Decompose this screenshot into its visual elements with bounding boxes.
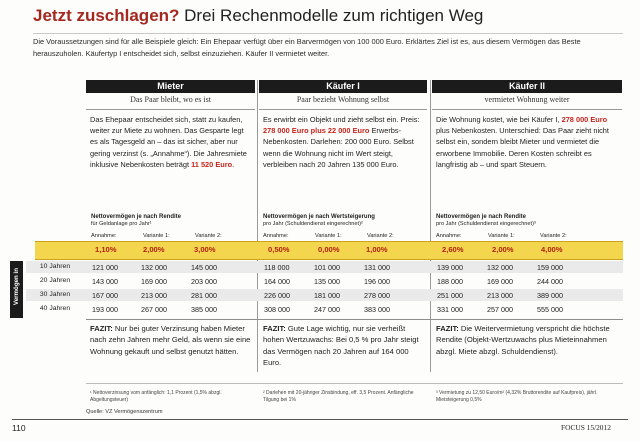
page-number: 110 bbox=[12, 423, 26, 433]
table-cell: 226 000 bbox=[264, 291, 290, 300]
table-cell: 383 000 bbox=[364, 305, 390, 314]
table-cell: 101 000 bbox=[314, 263, 340, 272]
source-note: Quelle: VZ Vermögenszentrum bbox=[86, 409, 163, 415]
footnote-rule bbox=[86, 383, 623, 384]
column-description: Es erwirbt ein Objekt und zieht selbst ein. Preis: 278 000 Euro plus 22 000 Euro Erwerbs-Nebenkosten. Darlehen: 200 000 Euro. Selbst wenn die Wohnung nicht im Wert steigt, verbleiben nach 20 Jahren 135 000 Euro. bbox=[263, 115, 420, 169]
table-cell: 181 000 bbox=[314, 291, 340, 300]
table-cell: 167 000 bbox=[92, 291, 118, 300]
column-subtitle: Paar bezieht Wohnung selbst bbox=[259, 93, 427, 110]
column-divider bbox=[257, 80, 258, 372]
page-bottom-rule bbox=[12, 419, 628, 420]
table-cell: 247 000 bbox=[314, 305, 340, 314]
table-cell: 196 000 bbox=[364, 277, 390, 286]
table-cell: 267 000 bbox=[141, 305, 167, 314]
column-subtitle: vermietet Wohnung weiter bbox=[432, 93, 622, 110]
magazine-page: Jetzt zuschlagen? Drei Rechenmodelle zum richtigen Weg Die Voraussetzungen sind für alle Beispiele gleich: Ein Ehepaar verfügt über ein Barvermögen von 100 000 Euro. Erklärtes Ziel ist es, aus diesem Vermögen das Beste herauszuholen. Käufertyp I entscheidet sich, selbst einzuziehen. Käufer II vermietet weiter. Mieter Das Paar bleibt, wo es ist Das Ehepaar entscheidet sich, statt zu kaufen, weiter zur Miete zu wohnen. Das Gesparte legt es als Tagesgeld an – das ist sicher, aber nur gering verzinst (s. „Annahme“). Die Jahresmiete inklusive Nebenkosten beträgt 11 520 Euro. Käufer I Paar bezieht Wohnung selbst Es erwirbt ein Objekt und zieht selbst ein. Preis: 278 000 Euro plus 22 000 Euro Erwerbs-Nebenkosten. Darlehen: 200 000 Euro. Selbst wenn die Wohnung nicht im Wert steigt, verbleiben nach 20 Jahren 135 000 Euro. Käufer II vermietet Wohnung weiter Die Wohnung kostet, wie bei Käufer I, 278 000 Euro plus Nebenkosten. Unterschied: Das Paar zieht nicht selbst ein, sondern bleibt Mieter und vermietet die erworbene Immobilie. Deren Kosten schreibt es langfristig ab – und spart Steuern. Nettovermögen je nach Rendite für Geldanlage pro Jahr¹ Nettovermögen je nach Wertsteigerung pro Jahr (Schuldendienst eingerechnet)² Nettovermögen je nach Rendite pro Jahr (Schuldendienst eingerechnet)³ Annahme: Variante 1: Variante 2: Annahme: Variante 1: Variante 2: Annahme: Variante 1: Variante 2: 1,10% 2,00% 3,00% 0,50% 0,00% 1,00% 2,60% 2,00% 4,00% Vermögen in 10 Jahren 20 Jahren 30 Jahren 40 Jahren 121 000 132 000 145 000 143 000 169 000 203 000 167 000 213 000 281 000 193 000 267 000 385 000 118 000 101 000 131 000 164 000 135 000 196 000 226 000 181 000 278 000 308 000 247 000 383 000 139 000 132 000 159 000 188 000 169 000 244 000 251 000 213 000 389 000 331 000 257 000 555 000 FAZIT: Nur bei guter Verzinsung haben Mieter nach zehn Jahren mehr Geld, als wenn sie eine Wohnung gekauft und selbst genutzt hätten. FAZIT: Gute Lage wichtig, nur sie verheißt hohen Wertzuwachs: Bei 0,5 % pro Jahr steigt das Vermögen nach 20 Jahren auf 164 000 Euro. FAZIT: Die Weitervermietung verspricht die höchste Rendite (Objekt-Wertzuwachs plus Mieteinnahmen abzgl. Miete abzgl. Schuldendienst). ¹ Nettoverzinsung vom anfänglich: 1,1 Prozent (1,5% abzgl. Abgeltungsteuer) ² Darlehen mit 20-jähriger Zinsbindung, eff. 3,5 Prozent. Anfängliche Tilgung bei 1% ³ Vermietung zu 12,50 Euro/m² (4,32% Bruttorendite auf Kaufpreis), jährl. Mietsteigerung 0,5% Quelle: VZ Vermögenszentrum 110 FOCUS 15/2012 bbox=[0, 0, 640, 441]
column-header: Mieter bbox=[86, 80, 255, 93]
table-cell: 244 000 bbox=[537, 277, 563, 286]
rate-value: 2,00% bbox=[492, 245, 514, 254]
table-cell: 145 000 bbox=[191, 263, 217, 272]
column-divider bbox=[430, 80, 431, 372]
table-cell: 139 000 bbox=[437, 263, 463, 272]
table-cell: 132 000 bbox=[141, 263, 167, 272]
table-cell: 203 000 bbox=[191, 277, 217, 286]
rate-value: 2,00% bbox=[143, 245, 165, 254]
fazit-kaeufer-2: FAZIT: Die Weitervermietung verspricht die höchste Rendite (Objekt-Wertzuwachs plus Mieteinnahmen abzgl. Miete abzgl. Schuldendienst). bbox=[436, 324, 610, 356]
column-header: Käufer II bbox=[432, 80, 622, 93]
column-kaeufer-2 bbox=[432, 80, 622, 204]
table-cell: 193 000 bbox=[92, 305, 118, 314]
table-cell: 132 000 bbox=[487, 263, 513, 272]
table-cell: 389 000 bbox=[537, 291, 563, 300]
table-cell: 143 000 bbox=[92, 277, 118, 286]
rate-value: 1,10% bbox=[95, 245, 117, 254]
row-label: 40 Jahren bbox=[39, 305, 71, 312]
table-cell: 188 000 bbox=[437, 277, 463, 286]
rate-value: 4,00% bbox=[541, 245, 563, 254]
magazine-issue: FOCUS 15/2012 bbox=[561, 423, 611, 432]
table-cell: 385 000 bbox=[191, 305, 217, 314]
page-title bbox=[33, 6, 483, 26]
table-cell: 278 000 bbox=[364, 291, 390, 300]
column-mieter bbox=[86, 80, 255, 204]
fazit-kaeufer-1: FAZIT: Gute Lage wichtig, nur sie verheißt hohen Wertzuwachs: Bei 0,5 % pro Jahr steigt das Vermögen nach 20 Jahren auf 164 000 Euro. bbox=[263, 324, 419, 368]
column-header: Käufer I bbox=[259, 80, 427, 93]
table-bottom-rule bbox=[86, 319, 623, 320]
table-cell: 121 000 bbox=[92, 263, 118, 272]
row-label: 20 Jahren bbox=[39, 277, 71, 284]
footnote: ³ Vermietung zu 12,50 Euro/m² (4,32% Bruttorendite auf Kaufpreis), jährl. Mietsteigerung 0,5% bbox=[436, 390, 598, 403]
title-rest: Drei Rechenmodelle zum richtigen Weg bbox=[184, 6, 484, 25]
table-cell: 308 000 bbox=[264, 305, 290, 314]
table-cell: 169 000 bbox=[141, 277, 167, 286]
table-cell: 555 000 bbox=[537, 305, 563, 314]
net-title: Nettovermögen je nach Wertsteigerung pro Jahr (Schuldendienst eingerechnet)² bbox=[263, 214, 375, 227]
table-cell: 331 000 bbox=[437, 305, 463, 314]
column-description: Das Ehepaar entscheidet sich, statt zu kaufen, weiter zur Miete zu wohnen. Das Gesparte legt es als Tagesgeld an – das ist sicher, aber nur gering verzinst (s. „Annahme“). Die Jahresmiete inklusive Nebenkosten beträgt 11 520 Euro. bbox=[90, 115, 247, 169]
table-cell: 213 000 bbox=[487, 291, 513, 300]
table-cell: 169 000 bbox=[487, 277, 513, 286]
table-cell: 135 000 bbox=[314, 277, 340, 286]
table-cell: 213 000 bbox=[141, 291, 167, 300]
table-cell: 281 000 bbox=[191, 291, 217, 300]
column-description: Die Wohnung kostet, wie bei Käufer I, 278 000 Euro plus Nebenkosten. Unterschied: Das Paar zieht nicht selbst ein, sondern bleibt Mieter und vermietet die erworbene Immobilie. Deren Kosten schreibt es langfristig ab – und spart Steuern. bbox=[436, 115, 609, 169]
rate-value: 1,00% bbox=[366, 245, 388, 254]
rate-value: 2,60% bbox=[442, 245, 464, 254]
table-cell: 251 000 bbox=[437, 291, 463, 300]
fazit-mieter: FAZIT: Nur bei guter Verzinsung haben Mieter nach zehn Jahren mehr Geld, als wenn sie eine Wohnung gekauft und selbst genutzt hätten. bbox=[90, 324, 251, 356]
table-cell: 159 000 bbox=[537, 263, 563, 272]
row-label: 30 Jahren bbox=[39, 291, 71, 298]
title-bold: Jetzt zuschlagen? bbox=[33, 6, 180, 25]
column-subtitle: Das Paar bleibt, wo es ist bbox=[86, 93, 255, 110]
rate-value: 3,00% bbox=[194, 245, 216, 254]
footnote: ¹ Nettoverzinsung vom anfänglich: 1,1 Prozent (1,5% abzgl. Abgeltungsteuer) bbox=[90, 390, 222, 403]
row-label: 10 Jahren bbox=[39, 263, 71, 270]
footnote: ² Darlehen mit 20-jähriger Zinsbindung, eff. 3,5 Prozent. Anfängliche Tilgung bei 1% bbox=[263, 390, 414, 403]
intro-text: Die Voraussetzungen sind für alle Beispiele gleich: Ein Ehepaar verfügt über ein Barvermögen von 100 000 Euro. Erklärtes Ziel ist es, aus diesem Vermögen das Beste herauszuholen. Käufertyp I entscheidet sich, selbst einzuziehen. Käufer II vermietet weiter. bbox=[33, 37, 581, 58]
table-cell: 164 000 bbox=[264, 277, 290, 286]
rate-value: 0,50% bbox=[268, 245, 290, 254]
column-kaeufer-1 bbox=[259, 80, 427, 204]
net-title: Nettovermögen je nach Rendite für Geldanlage pro Jahr¹ bbox=[91, 214, 182, 227]
net-title: Nettovermögen je nach Rendite pro Jahr (Schuldendienst eingerechnet)³ bbox=[436, 214, 536, 227]
table-cell: 118 000 bbox=[264, 263, 290, 272]
title-rule bbox=[33, 33, 623, 34]
rate-value: 0,00% bbox=[318, 245, 340, 254]
row-axis-label: Vermögen in bbox=[10, 261, 23, 318]
table-cell: 257 000 bbox=[487, 305, 513, 314]
table-cell: 131 000 bbox=[364, 263, 390, 272]
